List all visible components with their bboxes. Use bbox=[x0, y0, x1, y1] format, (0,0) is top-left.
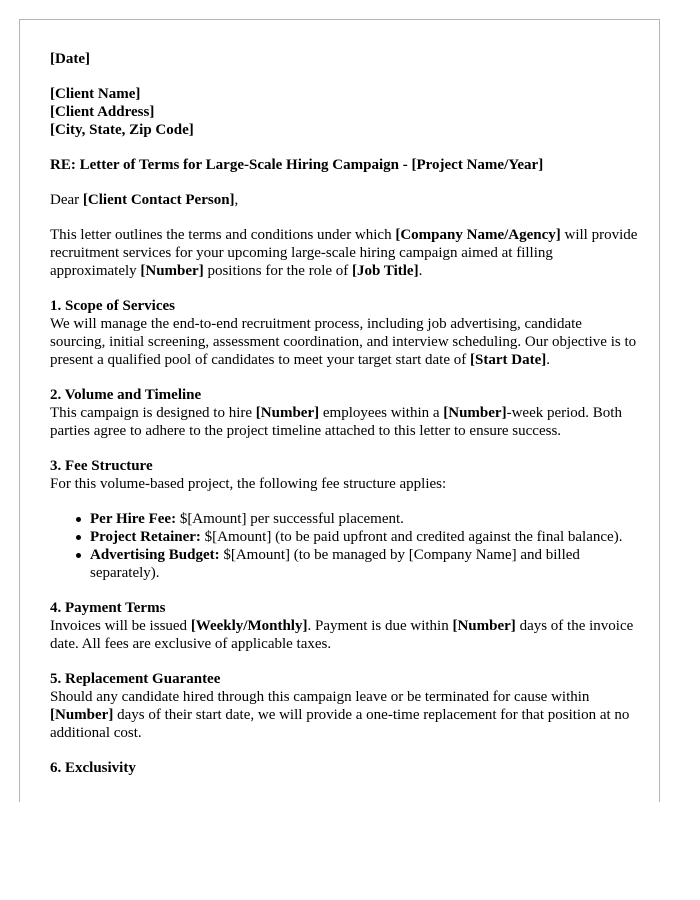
intro-paragraph bbox=[50, 226, 640, 280]
section-title: 1. Scope of Services bbox=[50, 298, 175, 314]
section-title: 2. Volume and Timeline bbox=[50, 387, 202, 403]
section-text: -week period. Both parties agree to adhere to the project timeline attached to this letter to ensure success. bbox=[50, 405, 622, 439]
document-frame bbox=[19, 19, 660, 802]
placeholder-number: [Number] bbox=[443, 405, 507, 421]
list-item-label: Project Retainer: bbox=[90, 529, 201, 545]
list-item-label: Per Hire Fee: bbox=[90, 511, 177, 527]
client-address: [Client Address] bbox=[50, 104, 155, 120]
section-payment bbox=[50, 599, 640, 653]
letter-body bbox=[50, 50, 640, 777]
list-item-text: $[Amount] per successful placement. bbox=[176, 511, 404, 527]
section-text: We will manage the end-to-end recruitment process, including job advertising, candidate sourcing, initial screening, assessment coordination, and interview scheduling. Our objective is to present a qualified pool of candidates to meet your target start date of bbox=[50, 316, 637, 368]
list-item bbox=[90, 510, 640, 528]
list-item-label: Advertising Budget: bbox=[90, 547, 220, 563]
list-item bbox=[90, 546, 640, 582]
client-city: [City, State, Zip Code] bbox=[50, 122, 194, 138]
section-body bbox=[50, 315, 640, 369]
placeholder-number: [Number] bbox=[255, 405, 320, 421]
section-text: This campaign is designed to hire bbox=[50, 405, 256, 421]
section-body: For this volume-based project, the following fee structure applies: bbox=[50, 476, 447, 492]
section-replacement bbox=[50, 670, 640, 742]
salutation bbox=[50, 191, 640, 209]
intro-placeholder-number: [Number] bbox=[140, 263, 204, 279]
intro-text: This letter outlines the terms and conditions under which bbox=[50, 227, 396, 243]
section-text: days of their start date, we will provide a one-time replacement for that position at no additional cost. bbox=[50, 707, 630, 741]
section-text: employees within a bbox=[319, 405, 444, 421]
intro-text: will provide recruitment services for your upcoming large-scale hiring campaign aimed at filling approximately bbox=[50, 227, 638, 279]
placeholder-number: [Number] bbox=[50, 707, 114, 723]
section-title: 5. Replacement Guarantee bbox=[50, 671, 221, 687]
fee-list bbox=[50, 510, 640, 582]
section-body bbox=[50, 404, 640, 440]
section-exclusivity bbox=[50, 759, 640, 777]
section-fees bbox=[50, 457, 640, 582]
section-text: . Payment is due within bbox=[307, 618, 453, 634]
section-text: days of the invoice date. All fees are exclusive of applicable taxes. bbox=[50, 618, 634, 652]
placeholder-start-date: [Start Date] bbox=[470, 352, 547, 368]
intro-placeholder-company: [Company Name/Agency] bbox=[395, 227, 561, 243]
salutation-suffix: , bbox=[234, 192, 239, 208]
section-title: 3. Fee Structure bbox=[50, 458, 153, 474]
salutation-prefix: Dear bbox=[50, 192, 83, 208]
section-body bbox=[50, 688, 640, 742]
section-title: 6. Exclusivity bbox=[50, 760, 136, 776]
letter-subject: RE: Letter of Terms for Large-Scale Hiring Campaign - [Project Name/Year] bbox=[50, 157, 544, 173]
list-item-text: $[Amount] (to be paid upfront and credited against the final balance). bbox=[200, 529, 623, 545]
list-item bbox=[90, 528, 640, 546]
section-scope bbox=[50, 297, 640, 369]
section-text: Invoices will be issued bbox=[50, 618, 191, 634]
section-text: . bbox=[546, 352, 550, 368]
client-name: [Client Name] bbox=[50, 86, 141, 102]
intro-placeholder-job-title: [Job Title] bbox=[352, 263, 419, 279]
section-volume bbox=[50, 386, 640, 440]
section-text: Should any candidate hired through this campaign leave or be terminated for cause within bbox=[50, 689, 590, 705]
salutation-name: [Client Contact Person] bbox=[82, 192, 235, 208]
letter-date: [Date] bbox=[50, 51, 90, 67]
intro-text: . bbox=[418, 263, 423, 279]
section-title: 4. Payment Terms bbox=[50, 600, 166, 616]
section-body bbox=[50, 617, 640, 653]
placeholder-frequency: [Weekly/Monthly] bbox=[190, 618, 308, 634]
intro-text: positions for the role of bbox=[203, 263, 353, 279]
placeholder-number: [Number] bbox=[452, 618, 516, 634]
list-item-text: $[Amount] (to be managed by [Company Name] and billed separately). bbox=[90, 547, 580, 581]
client-address-block bbox=[50, 85, 640, 139]
